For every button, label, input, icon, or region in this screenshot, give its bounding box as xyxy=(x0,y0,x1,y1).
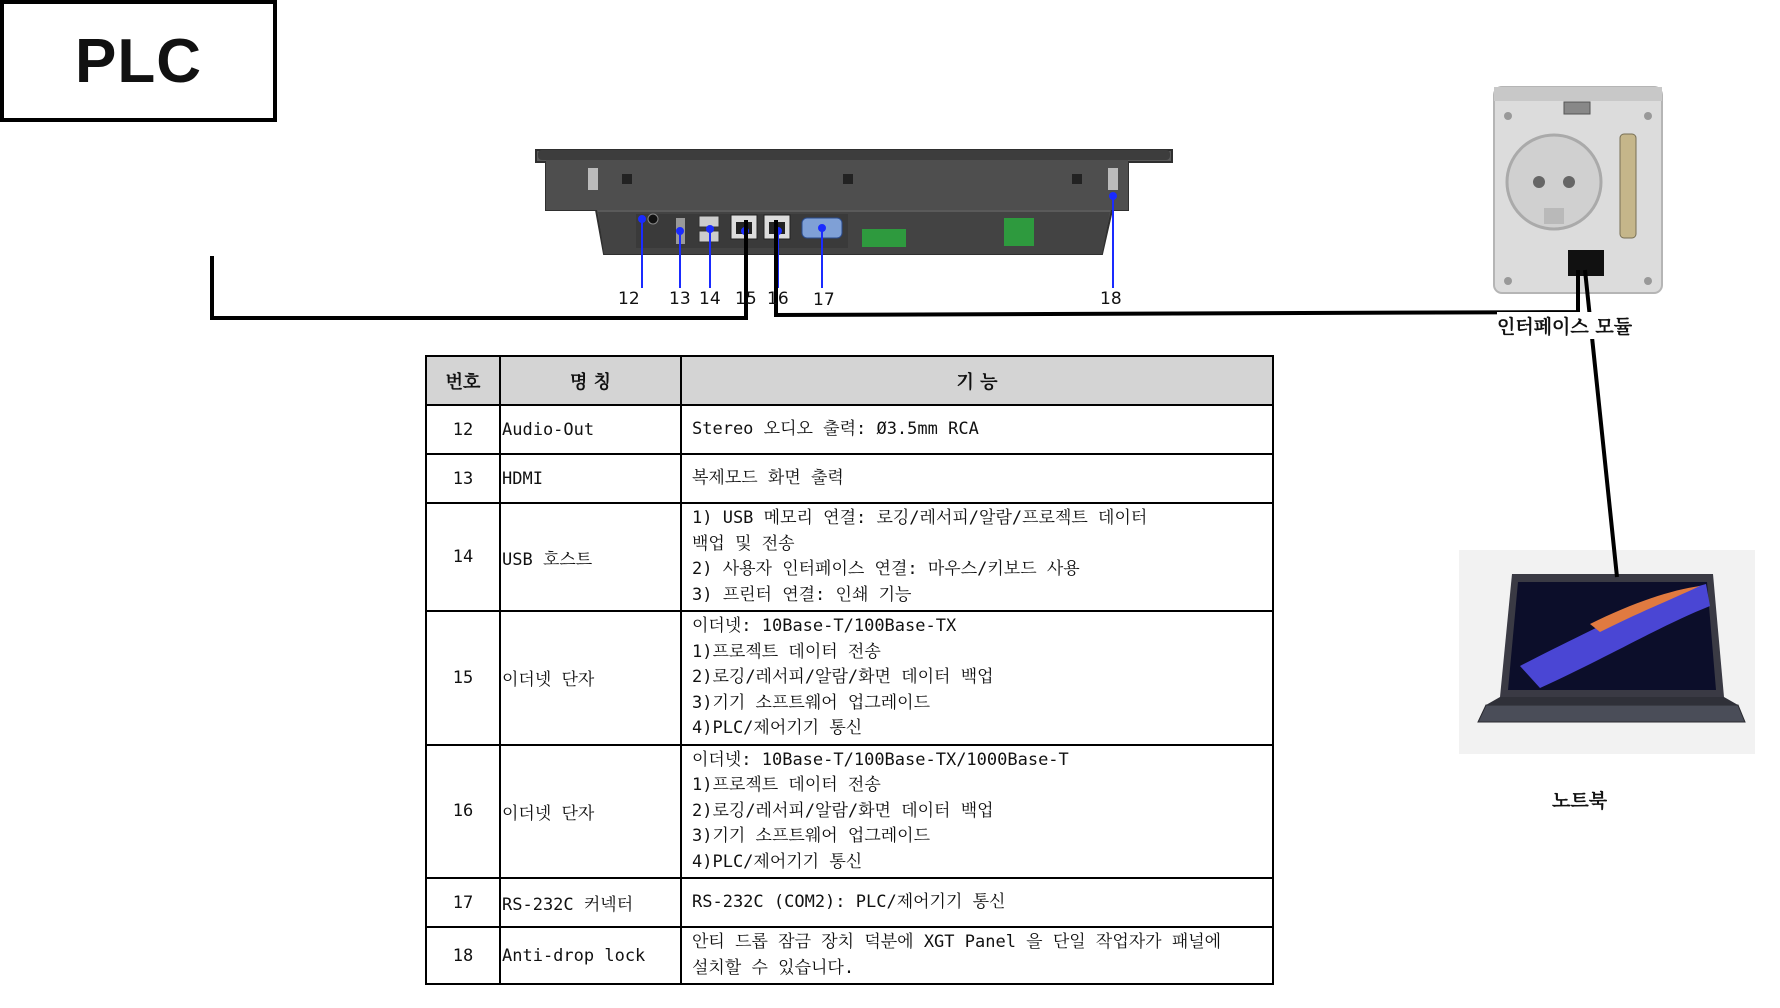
function-line: Stereo 오디오 출력: Ø3.5mm RCA xyxy=(692,418,979,439)
function-line: 2)로깅/레서피/알람/화면 데이터 백업 xyxy=(692,667,994,687)
interface-module xyxy=(1494,87,1662,293)
table-row xyxy=(426,878,1273,927)
function-line: 복제모드 화면 출력 xyxy=(692,467,844,488)
function-line: 백업 및 전송 xyxy=(692,533,795,554)
table-row xyxy=(426,454,1273,503)
header-function: 기 능 xyxy=(681,356,1273,405)
function-line: 안티 드롭 잠금 장치 덕분에 XGT Panel 을 단일 작업자가 패널에 xyxy=(692,932,1222,952)
row-number: 17 xyxy=(426,878,500,927)
table-row xyxy=(426,927,1273,984)
function-line: RS-232C (COM2): PLC/제어기기 통신 xyxy=(692,891,1006,912)
row-number: 12 xyxy=(426,405,500,454)
row-function xyxy=(681,405,1273,454)
function-line: 4)PLC/제어기기 통신 xyxy=(692,718,863,738)
port-number-18: 18 xyxy=(1100,289,1122,309)
port-number-15: 15 xyxy=(735,289,757,309)
row-name: USB 호스트 xyxy=(500,503,681,611)
row-name: Anti-drop lock xyxy=(500,927,681,984)
function-line: 설치할 수 있습니다. xyxy=(692,957,855,978)
port-number-13: 13 xyxy=(669,289,691,309)
table-header-row xyxy=(426,356,1273,405)
row-number: 13 xyxy=(426,454,500,503)
port-number-17: 17 xyxy=(813,290,835,310)
row-name: RS-232C 커넥터 xyxy=(500,878,681,927)
function-line: 1) USB 메모리 연결: 로깅/레서피/알람/프로젝트 데이터 xyxy=(692,508,1148,528)
port-number-16: 16 xyxy=(767,289,789,309)
row-function xyxy=(681,503,1273,611)
row-function xyxy=(681,927,1273,984)
function-line: 3)기기 소프트웨어 업그레이드 xyxy=(692,692,931,713)
laptop-illustration xyxy=(1459,550,1755,754)
table-row xyxy=(426,503,1273,611)
row-function xyxy=(681,878,1273,927)
header-name: 명 칭 xyxy=(500,356,681,405)
port-number-12: 12 xyxy=(618,289,640,309)
port-number-14: 14 xyxy=(699,289,721,309)
function-line: 2) 사용자 인터페이스 연결: 마우스/키보드 사용 xyxy=(692,559,1080,579)
function-line: 이더넷: 10Base-T/100Base-TX/1000Base-T xyxy=(692,749,1069,770)
plc-label: PLC xyxy=(75,26,202,96)
table-row xyxy=(426,745,1273,879)
function-line: 4)PLC/제어기기 통신 xyxy=(692,851,863,872)
function-line: 이더넷: 10Base-T/100Base-TX xyxy=(692,616,957,636)
function-line: 3) 프린터 연결: 인쇄 기능 xyxy=(692,584,912,605)
row-function xyxy=(681,611,1273,745)
row-name: Audio-Out xyxy=(500,405,681,454)
hmi-panel-bottom-view xyxy=(536,150,1172,254)
row-name: HDMI xyxy=(500,454,681,503)
row-number: 16 xyxy=(426,745,500,879)
row-function xyxy=(681,454,1273,503)
header-number: 번호 xyxy=(426,356,500,405)
row-number: 15 xyxy=(426,611,500,745)
function-line: 3)기기 소프트웨어 업그레이드 xyxy=(692,826,931,846)
interface-module-caption: 인터페이스 모듈 xyxy=(1497,312,1632,339)
function-line: 2)로깅/레서피/알람/화면 데이터 백업 xyxy=(692,800,994,821)
row-function xyxy=(681,745,1273,879)
laptop-caption: 노트북 xyxy=(1552,790,1608,812)
table-row xyxy=(426,611,1273,745)
function-line: 1)프로젝트 데이터 전송 xyxy=(692,775,881,795)
row-name: 이더넷 단자 xyxy=(500,611,681,745)
spec-table xyxy=(425,355,1274,985)
table-row xyxy=(426,405,1273,454)
function-line: 1)프로젝트 데이터 전송 xyxy=(692,641,881,662)
row-name: 이더넷 단자 xyxy=(500,745,681,879)
row-number: 18 xyxy=(426,927,500,984)
row-number: 14 xyxy=(426,503,500,611)
